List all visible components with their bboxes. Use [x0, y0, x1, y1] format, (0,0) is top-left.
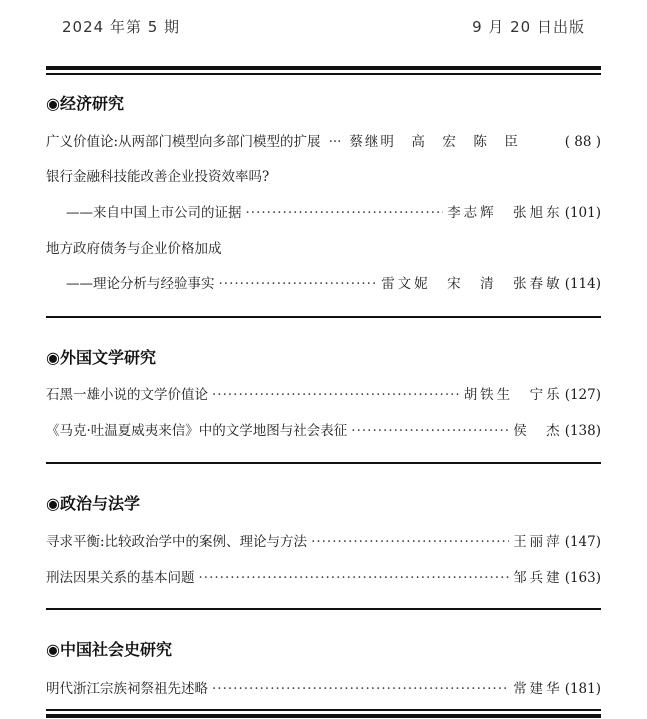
- entry-title: 明代浙江宗族祠祭祖先述略: [46, 681, 208, 697]
- toc-entry[interactable]: [46, 383, 601, 403]
- entry-title: 刑法因果关系的基本问题: [46, 570, 195, 586]
- dot-leader: [212, 387, 460, 403]
- entry-title: 石黑一雄小说的文学价值论: [46, 387, 208, 403]
- issue-number: 2024 年第 5 期: [62, 18, 181, 36]
- entry-author: 常建华: [513, 681, 563, 697]
- entry-title: 寻求平衡:比较政治学中的案例、理论与方法: [46, 534, 308, 550]
- dot-leader: [219, 276, 378, 292]
- dot-leader: [199, 570, 510, 586]
- entry-page: (147): [564, 534, 601, 550]
- toc-entry[interactable]: [46, 419, 601, 439]
- dot-leader: [246, 205, 444, 221]
- dot-leader: [351, 423, 509, 439]
- entry-author: 雷文妮 宋 清 张春敏: [381, 276, 563, 292]
- entry-page: (138): [564, 423, 601, 439]
- entry-subtitle: ——理论分析与经验事实: [66, 276, 215, 292]
- entry-page: (101): [564, 205, 601, 221]
- top-rule-thin: [46, 73, 601, 75]
- dot-leader: [212, 681, 509, 697]
- entry-author: 蔡继明 高 宏 陈 臣: [349, 134, 520, 150]
- entry-page: (163): [564, 570, 601, 586]
- entry-author: 李志辉 张旭东: [447, 205, 563, 221]
- entry-title: 广义价值论:从两部门模型向多部门模型的扩展: [46, 134, 321, 150]
- section-title-foreign-literature: ◉外国文学研究: [46, 348, 156, 367]
- entry-page: ( 88 ): [564, 134, 601, 150]
- entry-leader: ···: [328, 134, 342, 150]
- section-title-chinese-social-history: ◉中国社会史研究: [46, 640, 172, 659]
- masthead: [62, 16, 585, 37]
- bottom-rule-thick: [46, 714, 601, 718]
- entry-page: (181): [564, 681, 601, 697]
- dot-leader: [311, 534, 509, 550]
- section-divider: [46, 608, 601, 610]
- section-divider: [46, 462, 601, 464]
- entry-author: 邹兵建: [513, 570, 563, 586]
- toc-entry[interactable]: [46, 566, 601, 586]
- entry-page: (114): [564, 276, 601, 292]
- entry-title: 《马克·吐温夏威夷来信》中的文学地图与社会表征: [46, 423, 348, 439]
- entry-author: 胡铁生 宁乐: [463, 387, 563, 403]
- top-rule-thick: [46, 66, 601, 70]
- entry-author: 王丽萍: [513, 534, 563, 550]
- toc-entry[interactable]: [46, 130, 601, 150]
- toc-entry-title[interactable]: 地方政府债务与企业价格加成: [46, 241, 222, 257]
- publish-date: 9 月 20 日出版: [472, 18, 585, 36]
- entry-author: 侯 杰: [513, 423, 563, 439]
- bottom-rule-thin: [46, 709, 601, 711]
- section-title-politics-law: ◉政治与法学: [46, 494, 140, 513]
- section-divider: [46, 316, 601, 318]
- toc-entry[interactable]: [66, 272, 601, 292]
- entry-page: (127): [564, 387, 601, 403]
- toc-entry[interactable]: [46, 677, 601, 697]
- section-title-economics: ◉经济研究: [46, 94, 124, 113]
- toc-entry[interactable]: [66, 201, 601, 221]
- toc-entry-title[interactable]: 银行金融科技能改善企业投资效率吗?: [46, 169, 270, 185]
- entry-subtitle: ——来自中国上市公司的证据: [66, 205, 242, 221]
- toc-entry[interactable]: [46, 530, 601, 550]
